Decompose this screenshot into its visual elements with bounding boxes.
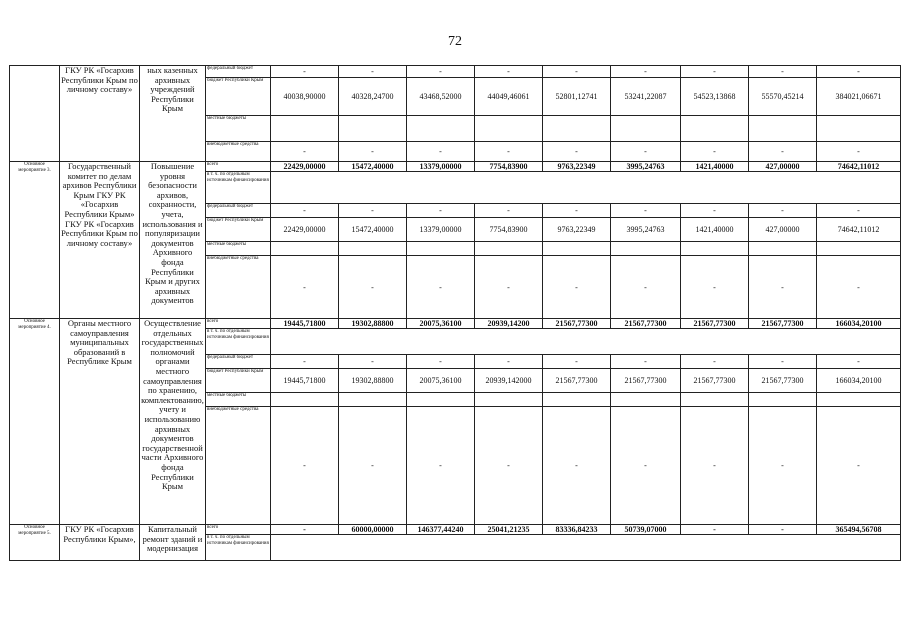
table-row <box>10 162 901 172</box>
measure-name-cell: Осуществление отдельных государственных полномочий органами местного самоуправления по хранению, комплектованию, учету и использованию архивных документов государственной части Архивного фонда Республики Крым <box>140 319 206 525</box>
value-cell: - <box>407 66 475 78</box>
source-label: федеральный бюджет <box>206 204 271 218</box>
value-cell: 54523,13868 <box>681 78 749 116</box>
value-cell: 427,00000 <box>749 162 817 172</box>
value-cell: 20939,142000 <box>475 369 543 393</box>
value-cell: - <box>271 355 339 369</box>
value-cell: 1421,40000 <box>681 162 749 172</box>
value-cell: - <box>817 355 901 369</box>
value-cell: - <box>339 407 407 525</box>
value-cell: - <box>817 407 901 525</box>
value-cell <box>681 242 749 256</box>
value-cell: - <box>749 142 817 162</box>
value-cell: 53241,22087 <box>611 78 681 116</box>
value-cell: 60000,00000 <box>339 525 407 535</box>
source-label: федеральный бюджет <box>206 66 271 78</box>
value-cell <box>271 242 339 256</box>
value-cell: - <box>611 142 681 162</box>
value-cell <box>339 393 407 407</box>
value-cell: 21567,77300 <box>611 319 681 329</box>
value-cell: - <box>749 407 817 525</box>
value-cell: 384021,06671 <box>817 78 901 116</box>
value-cell: - <box>407 355 475 369</box>
value-cell: - <box>817 256 901 319</box>
source-label: в т. ч. по отдельным источникам финансирования <box>206 535 271 561</box>
value-cell <box>475 242 543 256</box>
value-cell: - <box>407 204 475 218</box>
value-cell: 21567,77300 <box>611 369 681 393</box>
value-cell: - <box>681 204 749 218</box>
value-cell <box>749 393 817 407</box>
value-cell: - <box>681 525 749 535</box>
value-cell: 74642,11012 <box>817 218 901 242</box>
value-cell: 3995,24763 <box>611 162 681 172</box>
value-cell <box>611 116 681 142</box>
value-cell: 15472,40000 <box>339 218 407 242</box>
value-cell: 74642,11012 <box>817 162 901 172</box>
value-cell: - <box>475 142 543 162</box>
value-cell: - <box>749 66 817 78</box>
executor-cell: Государственный комитет по делам архивов Республики Крым ГКУ РК «Госархив Республики Крым» ГКУ РК «Госархив Республики Крым по личному составу» <box>60 162 140 319</box>
value-cell: 427,00000 <box>749 218 817 242</box>
source-label: бюджет Республики Крым <box>206 369 271 393</box>
value-cell: 19445,71800 <box>271 369 339 393</box>
empty-cell <box>271 535 901 561</box>
page-number: 72 <box>448 34 462 49</box>
value-cell <box>543 116 611 142</box>
value-cell: 21567,77300 <box>681 369 749 393</box>
value-cell: - <box>681 66 749 78</box>
value-cell: - <box>749 204 817 218</box>
value-cell <box>817 116 901 142</box>
empty-cell <box>271 329 901 355</box>
value-cell: 21567,77300 <box>543 369 611 393</box>
value-cell: - <box>611 355 681 369</box>
value-cell: - <box>271 142 339 162</box>
value-cell: - <box>681 256 749 319</box>
value-cell: 43468,52000 <box>407 78 475 116</box>
value-cell: 9763,22349 <box>543 218 611 242</box>
value-cell: - <box>271 66 339 78</box>
value-cell: - <box>271 407 339 525</box>
source-label: местные бюджеты <box>206 242 271 256</box>
value-cell: - <box>611 66 681 78</box>
value-cell <box>611 393 681 407</box>
value-cell <box>681 116 749 142</box>
value-cell: 20075,36100 <box>407 319 475 329</box>
code-cell: Основное мероприятие 4. <box>10 319 60 525</box>
value-cell: - <box>407 256 475 319</box>
executor-cell: ГКУ РК «Госархив Республики Крым по личному составу» <box>60 66 140 162</box>
source-label: всего <box>206 319 271 329</box>
value-cell <box>611 242 681 256</box>
value-cell: - <box>749 525 817 535</box>
value-cell: 20075,36100 <box>407 369 475 393</box>
value-cell: - <box>543 204 611 218</box>
value-cell <box>407 116 475 142</box>
value-cell: 7754,83900 <box>475 218 543 242</box>
value-cell: 166034,20100 <box>817 319 901 329</box>
source-label: внебюджетные средства <box>206 407 271 525</box>
value-cell <box>543 242 611 256</box>
financing-table <box>9 65 901 561</box>
value-cell: 52801,12741 <box>543 78 611 116</box>
value-cell: 50739,07000 <box>611 525 681 535</box>
value-cell: - <box>543 66 611 78</box>
value-cell: - <box>817 66 901 78</box>
value-cell: 365494,56708 <box>817 525 901 535</box>
value-cell: - <box>271 525 339 535</box>
value-cell: - <box>681 355 749 369</box>
executor-cell: ГКУ РК «Госархив Республики Крым», <box>60 525 140 561</box>
value-cell: 21567,77300 <box>543 319 611 329</box>
value-cell: 40038,90000 <box>271 78 339 116</box>
value-cell: - <box>407 407 475 525</box>
source-label: федеральный бюджет <box>206 355 271 369</box>
table-row <box>10 66 901 78</box>
value-cell <box>817 393 901 407</box>
measure-name-cell: Повышение уровня безопасности архивов, сохранности, учета, использования и популяризации документов Архивного фонда Республики Крым и других архивных документов <box>140 162 206 319</box>
value-cell <box>271 393 339 407</box>
value-cell <box>817 242 901 256</box>
source-label: в т. ч. по отдельным источникам финансирования <box>206 172 271 204</box>
executor-cell: Органы местного самоуправления муниципальных образований в Республике Крым <box>60 319 140 525</box>
value-cell: 83336,84233 <box>543 525 611 535</box>
source-label: внебюджетные средства <box>206 256 271 319</box>
value-cell: 21567,77300 <box>749 369 817 393</box>
value-cell: - <box>475 407 543 525</box>
value-cell: - <box>611 204 681 218</box>
value-cell: - <box>681 142 749 162</box>
value-cell: - <box>407 142 475 162</box>
value-cell: - <box>543 256 611 319</box>
code-cell: Основное мероприятие 3. <box>10 162 60 319</box>
table-row <box>10 525 901 535</box>
measure-name-cell: Капитальный ремонт зданий и модернизация <box>140 525 206 561</box>
value-cell: 3995,24763 <box>611 218 681 242</box>
value-cell: 44049,46061 <box>475 78 543 116</box>
code-cell: Основное мероприятие 5. <box>10 525 60 561</box>
source-label: в т. ч. по отдельным источникам финансирования <box>206 329 271 355</box>
value-cell: 19302,88800 <box>339 369 407 393</box>
value-cell: - <box>749 256 817 319</box>
source-label: внебюджетные средства <box>206 142 271 162</box>
value-cell: 13379,00000 <box>407 162 475 172</box>
value-cell: 19302,88800 <box>339 319 407 329</box>
value-cell: - <box>749 355 817 369</box>
value-cell: 19445,71800 <box>271 319 339 329</box>
value-cell: 15472,40000 <box>339 162 407 172</box>
value-cell: - <box>475 355 543 369</box>
value-cell: 1421,40000 <box>681 218 749 242</box>
value-cell: - <box>543 407 611 525</box>
value-cell: - <box>681 407 749 525</box>
value-cell: - <box>339 142 407 162</box>
value-cell <box>271 116 339 142</box>
value-cell: - <box>475 204 543 218</box>
value-cell <box>749 242 817 256</box>
source-label: всего <box>206 162 271 172</box>
value-cell: - <box>543 142 611 162</box>
value-cell: - <box>543 355 611 369</box>
value-cell <box>339 242 407 256</box>
table-row <box>10 319 901 329</box>
value-cell <box>339 116 407 142</box>
source-label: местные бюджеты <box>206 116 271 142</box>
value-cell: 21567,77300 <box>681 319 749 329</box>
source-label: всего <box>206 525 271 535</box>
code-cell <box>10 66 60 162</box>
value-cell: - <box>817 204 901 218</box>
value-cell: - <box>817 142 901 162</box>
value-cell: 25041,21235 <box>475 525 543 535</box>
value-cell <box>749 116 817 142</box>
value-cell: - <box>339 256 407 319</box>
value-cell <box>475 393 543 407</box>
value-cell: 9763,22349 <box>543 162 611 172</box>
source-label: местные бюджеты <box>206 393 271 407</box>
value-cell: - <box>339 204 407 218</box>
value-cell: 7754,83900 <box>475 162 543 172</box>
source-label: бюджет Республики Крым <box>206 78 271 116</box>
value-cell: 22429,00000 <box>271 218 339 242</box>
value-cell <box>543 393 611 407</box>
value-cell <box>681 393 749 407</box>
value-cell: - <box>475 256 543 319</box>
value-cell <box>475 116 543 142</box>
value-cell: - <box>271 204 339 218</box>
measure-name-cell: ных казенных архивных учреждений Республики Крым <box>140 66 206 162</box>
value-cell: - <box>611 256 681 319</box>
value-cell: 40328,24700 <box>339 78 407 116</box>
value-cell: - <box>271 256 339 319</box>
value-cell: - <box>611 407 681 525</box>
value-cell: 21567,77300 <box>749 319 817 329</box>
value-cell: - <box>339 66 407 78</box>
value-cell: 146377,44240 <box>407 525 475 535</box>
value-cell: 166034,20100 <box>817 369 901 393</box>
source-label: бюджет Республики Крым <box>206 218 271 242</box>
value-cell: 55570,45214 <box>749 78 817 116</box>
value-cell: 13379,00000 <box>407 218 475 242</box>
value-cell: - <box>475 66 543 78</box>
value-cell: 22429,00000 <box>271 162 339 172</box>
value-cell: 20939,14200 <box>475 319 543 329</box>
value-cell <box>407 242 475 256</box>
value-cell: - <box>339 355 407 369</box>
value-cell <box>407 393 475 407</box>
empty-cell <box>271 172 901 204</box>
